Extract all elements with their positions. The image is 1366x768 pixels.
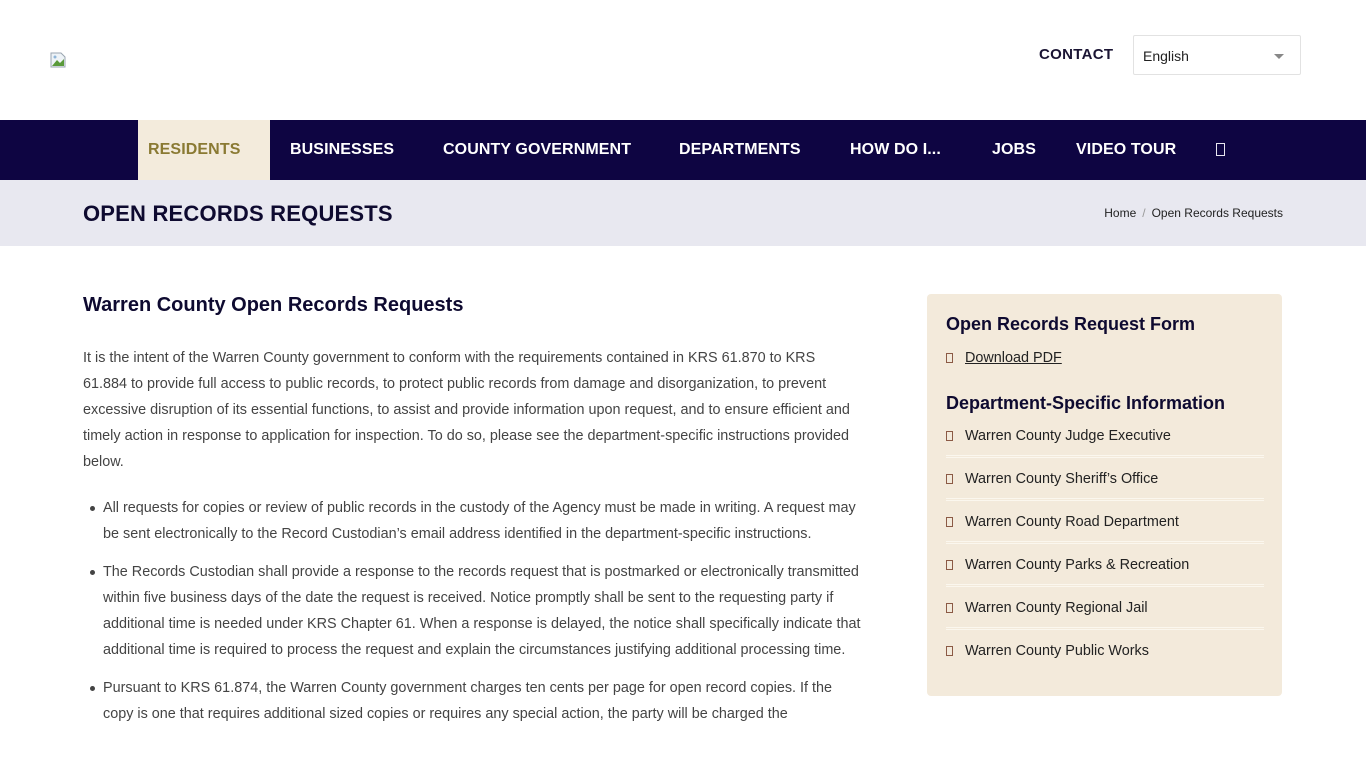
language-select[interactable] <box>1133 35 1301 75</box>
main-nav <box>0 120 1366 180</box>
file-icon <box>946 646 953 656</box>
breadcrumb-current: Open Records Requests <box>1151 206 1283 220</box>
form-heading: Open Records Request Form <box>946 314 1196 334</box>
nav-item-jobs[interactable]: JOBS <box>992 141 1036 158</box>
dept-heading: Department-Specific Information <box>946 393 1226 413</box>
nav-item-how-do-i[interactable]: HOW DO I... <box>850 141 941 158</box>
breadcrumb-home-link[interactable]: Home <box>1104 206 1137 220</box>
department-list-item <box>946 415 1264 458</box>
sidebar <box>927 294 1282 696</box>
download-pdf-link[interactable]: Download PDF <box>965 350 1062 366</box>
policy-list-item: The Records Custodian shall provide a response to the records request that is postmarked or electronically transmitted within five business days of the date the request is received. Notice promptly shall be sent to the requesting party if additional time is needed under KRS Chapter 61. When a response is delayed, the notice shall specifically indicate that additional time is required to process the request and explain the circumstances justifying additional processing time. <box>103 559 863 663</box>
breadcrumb <box>1104 206 1283 220</box>
file-icon <box>946 474 953 484</box>
department-list-item <box>946 544 1264 587</box>
download-pdf-row <box>946 350 1062 366</box>
department-list-item <box>946 630 1264 673</box>
page-title: OPEN RECORDS REQUESTS <box>83 201 393 226</box>
page-title-bar <box>0 180 1366 246</box>
file-icon <box>946 517 953 527</box>
policy-list <box>103 495 863 727</box>
nav-item-businesses[interactable]: BUSINESSES <box>290 141 395 158</box>
file-icon <box>946 560 953 570</box>
top-header <box>0 0 1366 120</box>
file-icon <box>946 431 953 441</box>
content-heading: Warren County Open Records Requests <box>83 294 464 316</box>
policy-list-item: All requests for copies or review of public records in the custody of the Agency must be made in writing. A request may be sent electronically to the Record Custodian’s email address identified in the department-specific instructions. <box>103 495 863 547</box>
nav-item-departments[interactable]: DEPARTMENTS <box>679 141 801 158</box>
department-list-item <box>946 501 1264 544</box>
breadcrumb-separator: / <box>1142 206 1146 220</box>
main-content <box>83 294 863 739</box>
contact-link[interactable]: CONTACT <box>1039 46 1114 63</box>
file-icon <box>946 603 953 613</box>
department-link-judge-executive[interactable]: Warren County Judge Executive <box>965 428 1171 444</box>
department-link-public-works[interactable]: Warren County Public Works <box>965 643 1149 659</box>
intro-paragraph: It is the intent of the Warren County government to conform with the requirements contained in KRS 61.870 to KRS 61.884 to provide full access to public records, to protect public records from damage and disorganization, to prevent excessive disruption of its essential functions, to assist and provide information upon request, and to ensure efficient and timely action in response to application for inspection. To do so, please see the department-specific instructions provided below. <box>83 350 850 470</box>
department-link-regional-jail[interactable]: Warren County Regional Jail <box>965 600 1148 616</box>
department-list <box>946 415 1264 673</box>
department-link-parks-recreation[interactable]: Warren County Parks & Recreation <box>965 557 1190 573</box>
nav-item-county-government[interactable]: COUNTY GOVERNMENT <box>443 141 632 158</box>
language-selected-value: English <box>1143 48 1189 64</box>
site-logo-broken-image-icon[interactable] <box>50 52 66 68</box>
nav-item-residents[interactable]: RESIDENTS <box>138 120 270 180</box>
file-pdf-icon <box>946 353 953 363</box>
department-list-item <box>946 587 1264 630</box>
policy-list-item: Pursuant to KRS 61.874, the Warren County government charges ten cents per page for open record copies. If the copy is one that requires additional sized copies or requires any special action, the party will be charged the <box>103 675 863 727</box>
chevron-down-icon <box>1274 54 1284 59</box>
department-link-sheriffs-office[interactable]: Warren County Sheriff’s Office <box>965 471 1159 487</box>
nav-item-video-tour[interactable]: VIDEO TOUR <box>1076 141 1177 158</box>
department-list-item <box>946 458 1264 501</box>
department-link-road-department[interactable]: Warren County Road Department <box>965 514 1179 530</box>
search-icon[interactable] <box>1216 143 1225 156</box>
